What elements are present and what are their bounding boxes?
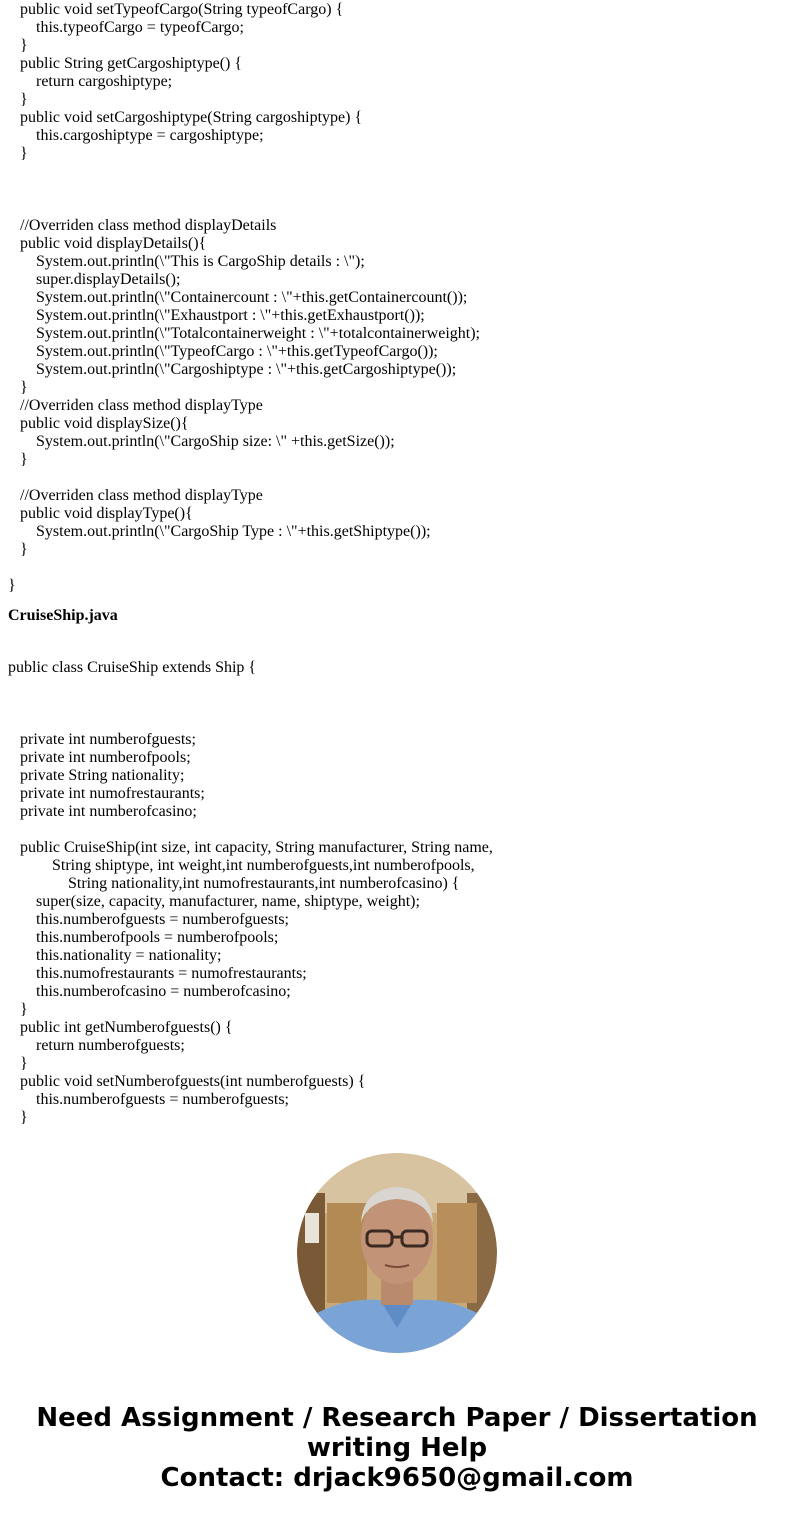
code-line: } [8,1055,28,1072]
code-line: String nationality,int numofrestaurants,int numberofcasino) { [8,875,460,892]
code-line: } [8,541,28,558]
code-line: public void displayDetails(){ [8,235,207,252]
code-line: super.displayDetails(); [8,271,181,288]
code-line: } [8,451,28,468]
code-line [8,559,480,577]
code-line: super(size, capacity, manufacturer, name, shiptype, weight); [8,893,420,910]
code-line: this.typeofCargo = typeofCargo; [8,19,244,36]
code-line: this.numofrestaurants = numofrestaurants; [8,965,307,982]
code-line: public void displaySize(){ [8,415,189,432]
code-line: private int numberofpools; [8,749,191,766]
footer-contact-email[interactable]: Contact: drjack9650@gmail.com [160,1463,634,1493]
code-line: this.numberofcasino = numberofcasino; [8,983,291,1000]
code-line: return numberofguests; [8,1037,185,1054]
code-line: private String nationality; [8,767,185,784]
code-line: this.numberofguests = numberofguests; [8,1091,289,1108]
code-line: private int numofrestaurants; [8,785,205,802]
code-line: System.out.println(\"Containercount : \"+this.getContainercount()); [8,289,468,306]
code-line [8,469,480,487]
code-line: public void displayType(){ [8,505,193,522]
code-line: String shiptype, int weight,int numberofguests,int numberofpools, [8,857,475,874]
code-line: } [8,379,28,396]
code-line: System.out.println(\"TypeofCargo : \"+this.getTypeofCargo()); [8,343,438,360]
code-line: private int numberofcasino; [8,803,197,820]
code-line: System.out.println(\"This is CargoShip details : \"); [8,253,365,270]
code-line: this.nationality = nationality; [8,947,222,964]
code-line: public void setNumberofguests(int numberofguests) { [8,1073,366,1090]
code-line: private int numberofguests; [8,731,196,748]
code-line: //Overriden class method displayType [8,397,263,414]
footer-line-2: writing Help [306,1433,488,1463]
footer-line-1: Need Assignment / Research Paper / Dissertation [36,1403,758,1433]
code-line: System.out.println(\"Exhaustport : \"+this.getExhaustport()); [8,307,425,324]
code-line [8,821,493,839]
code-line: //Overriden class method displayDetails [8,217,277,234]
code-line: } [8,1109,28,1126]
code-line: System.out.println(\"CargoShip size: \" +this.getSize()); [8,433,395,450]
code-line: public void setTypeofCargo(String typeofCargo) { [8,1,344,18]
footer-contact-banner [0,1403,794,1493]
code-line: this.numberofpools = numberofpools; [8,929,279,946]
portrait-photo [297,1153,497,1353]
code-line: public CruiseShip(int size, int capacity, String manufacturer, String name, [8,839,493,856]
code-line: this.numberofguests = numberofguests; [8,911,289,928]
code-line: } [8,1001,28,1018]
code-line: } [8,91,28,108]
code-line [8,163,480,181]
code-line: return cargoshiptype; [8,73,173,90]
code-line: this.cargoshiptype = cargoshiptype; [8,127,264,144]
file-heading: CruiseShip.java [8,607,118,624]
code-line [8,181,480,199]
code-line [8,677,493,695]
code-line: //Overriden class method displayType [8,487,263,504]
author-photo-avatar [297,1153,497,1353]
code-line: System.out.println(\"Cargoshiptype : \"+this.getCargoshiptype()); [8,361,457,378]
code-block-cruiseship [8,659,493,1127]
code-line [8,199,480,217]
code-line [8,713,493,731]
code-line: public void setCargoshiptype(String cargoshiptype) { [8,109,363,126]
code-block-cargoship [8,1,480,595]
code-line: public class CruiseShip extends Ship { [8,659,257,676]
code-line [8,695,493,713]
code-line: public int getNumberofguests() { [8,1019,233,1036]
code-line: } [8,37,28,54]
code-line: System.out.println(\"Totalcontainerweight : \"+totalcontainerweight); [8,325,480,342]
code-line: } [8,577,16,594]
code-line: System.out.println(\"CargoShip Type : \"+this.getShiptype()); [8,523,431,540]
code-line: } [8,145,28,162]
code-line: public String getCargoshiptype() { [8,55,243,72]
